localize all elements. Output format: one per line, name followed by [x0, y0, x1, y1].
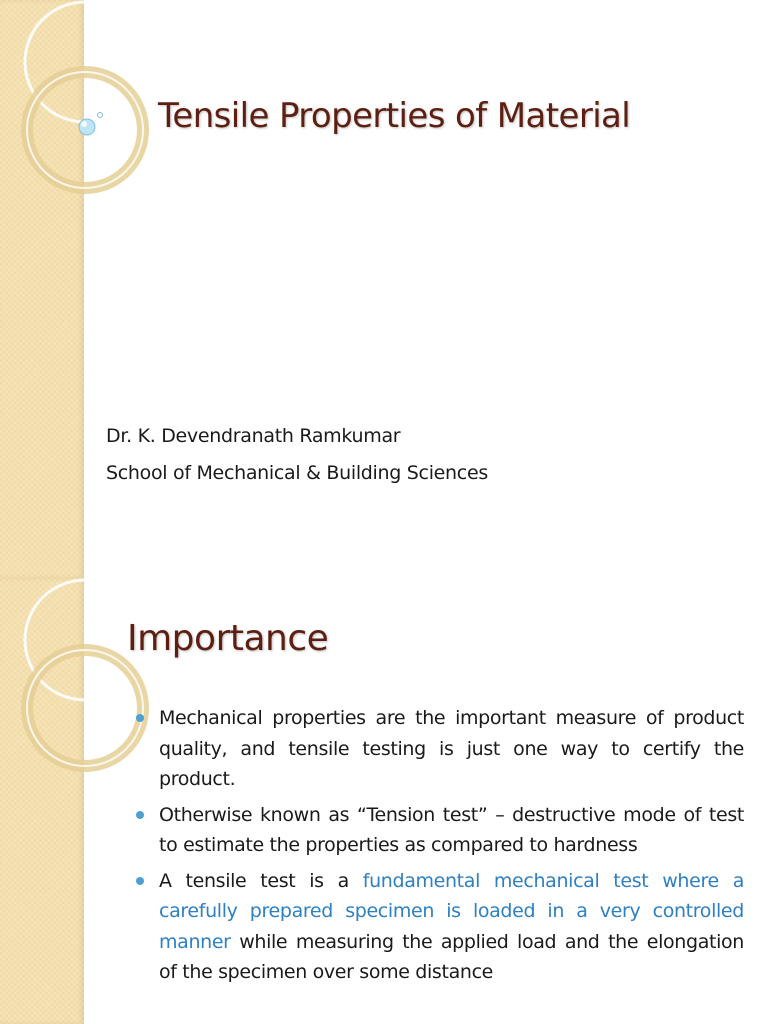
bullet-text-start: A tensile test is a — [159, 869, 363, 892]
bullet-text-end: while measuring the applied load and the elongation of the specimen over some distance — [159, 930, 744, 983]
content-slide — [0, 578, 768, 1024]
decorative-rings — [0, 0, 120, 200]
highlighted-text: fundamental mechanical test where a carefully prepared specimen is loaded in a very controlled manner — [159, 869, 745, 953]
bullet-text: Otherwise known as “Tension test” – destructive mode of test to estimate the properties as compared to hardness — [159, 803, 744, 856]
bullet-item — [136, 703, 744, 795]
bullet-list — [136, 703, 744, 993]
slide-heading: Importance — [127, 618, 329, 659]
bullet-icon — [136, 877, 144, 885]
bullet-text: Mechanical properties are the important measure of product quality, and tensile testing is just one way to certify the product. — [159, 707, 744, 790]
bullet-icon — [136, 714, 144, 722]
bullet-item — [136, 800, 744, 861]
bullet-icon — [136, 811, 144, 819]
author-name: Dr. K. Devendranath Ramkumar — [106, 425, 401, 447]
decorative-rings — [0, 578, 120, 778]
presentation-title: Tensile Properties of Material — [158, 96, 631, 136]
author-affiliation: School of Mechanical & Building Sciences — [106, 462, 488, 484]
bullet-item — [136, 866, 744, 988]
